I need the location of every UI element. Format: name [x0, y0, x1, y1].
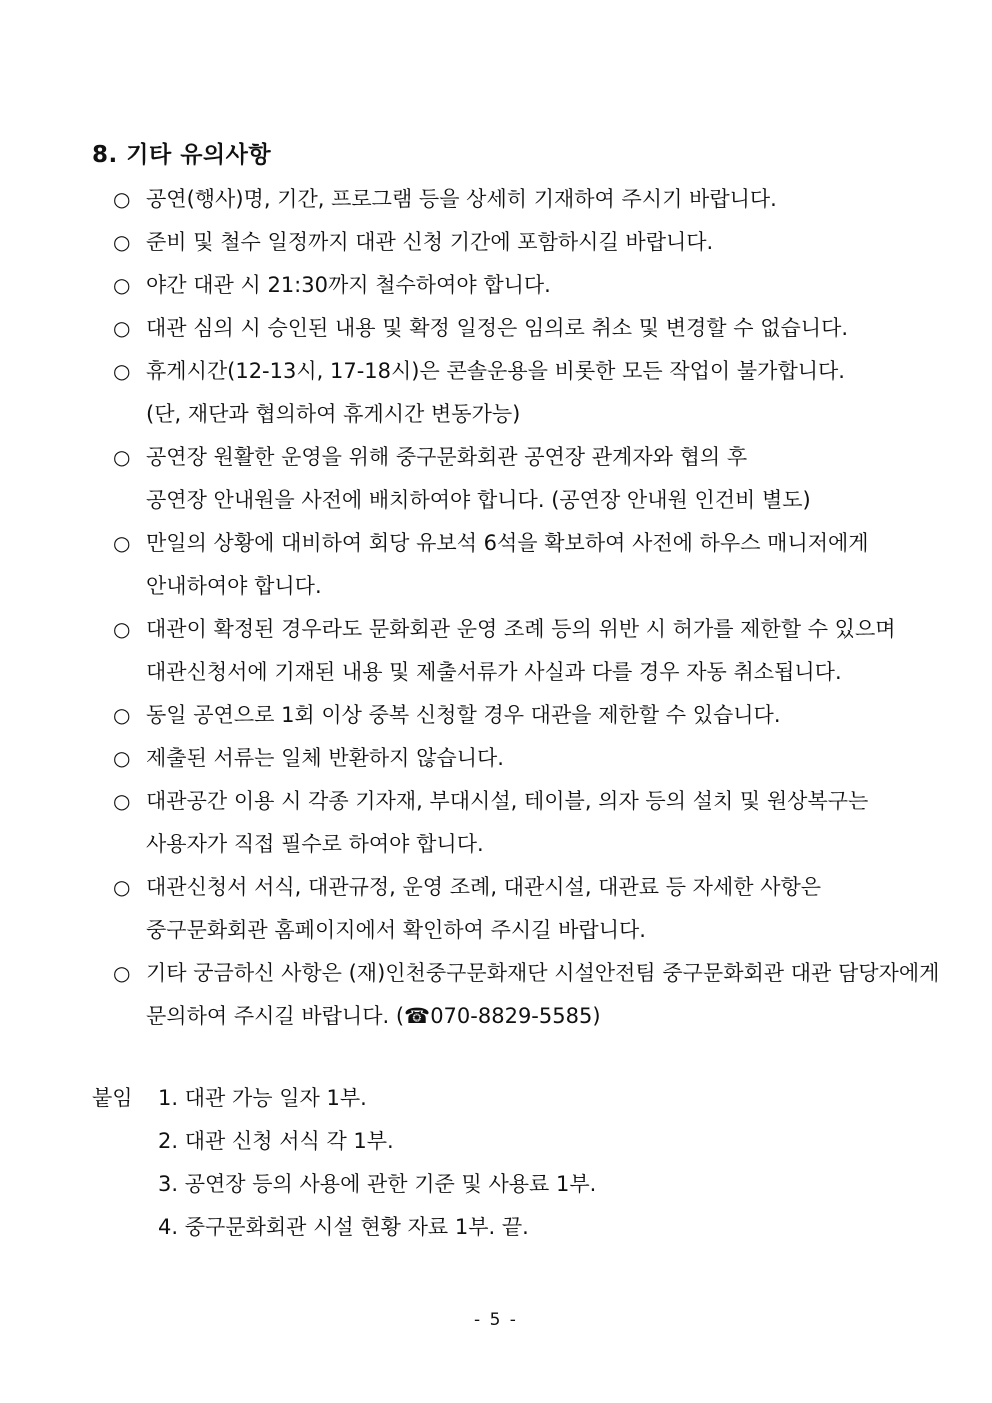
page-number: - 5 - — [474, 1310, 518, 1330]
note-line: 문의하여 주시길 바랍니다. (☎070-8829-5585) — [146, 1004, 601, 1028]
note-line: 대관신청서 서식, 대관규정, 운영 조례, 대관시설, 대관료 등 자세한 사항은 — [146, 875, 822, 899]
note-item — [113, 952, 940, 1038]
note-line: 공연(행사)명, 기간, 프로그램 등을 상세히 기재하여 주시기 바랍니다. — [146, 187, 777, 211]
circle-bullet-icon: ○ — [113, 359, 131, 383]
note-item — [113, 737, 903, 780]
note-item — [113, 608, 903, 694]
note-item — [113, 264, 903, 307]
note-line: 대관 심의 시 승인된 내용 및 확정 일정은 임의로 취소 및 변경할 수 없습니다. — [146, 316, 849, 340]
attachments-label: 붙임 — [92, 1086, 133, 1110]
note-line: 휴게시간(12-13시, 17-18시)은 콘솔운용을 비롯한 모든 작업이 불가합니다. — [146, 359, 845, 383]
circle-bullet-icon: ○ — [113, 617, 131, 641]
attachment-item: 2. 대관 신청 서식 각 1부. — [158, 1129, 394, 1153]
circle-bullet-icon: ○ — [113, 746, 131, 770]
section-title: 8. 기타 유의사항 — [92, 142, 272, 168]
note-line: 야간 대관 시 21:30까지 철수하여야 합니다. — [146, 273, 551, 297]
circle-bullet-icon: ○ — [113, 316, 131, 340]
circle-bullet-icon: ○ — [113, 961, 131, 985]
note-line: 사용자가 직접 필수로 하여야 합니다. — [146, 832, 484, 856]
attachment-item: 1. 대관 가능 일자 1부. — [158, 1086, 367, 1110]
attachment-item: 4. 중구문화회관 시설 현황 자료 1부. 끝. — [158, 1215, 529, 1239]
note-item — [113, 522, 903, 608]
note-line: 대관공간 이용 시 각종 기자재, 부대시설, 테이블, 의자 등의 설치 및 원상복구는 — [146, 789, 869, 813]
note-line: 안내하여야 합니다. — [146, 574, 322, 598]
note-item — [113, 694, 903, 737]
circle-bullet-icon: ○ — [113, 789, 131, 813]
note-item — [113, 436, 903, 522]
note-line: 만일의 상황에 대비하여 회당 유보석 6석을 확보하여 사전에 하우스 매니저에게 — [146, 531, 869, 555]
attachments-list — [158, 1077, 596, 1249]
note-item — [113, 866, 903, 952]
note-line: 준비 및 철수 일정까지 대관 신청 기간에 포함하시길 바랍니다. — [146, 230, 714, 254]
note-line: 공연장 원활한 운영을 위해 중구문화회관 공연장 관계자와 협의 후 — [146, 445, 748, 469]
note-line: 대관신청서에 기재된 내용 및 제출서류가 사실과 다를 경우 자동 취소됩니다. — [146, 660, 842, 684]
note-line: 기타 궁금하신 사항은 (재)인천중구문화재단 시설안전팀 중구문화회관 대관 담당자에게 — [146, 961, 940, 985]
note-item — [113, 307, 903, 350]
note-line: (단, 재단과 협의하여 휴게시간 변동가능) — [146, 402, 521, 426]
circle-bullet-icon: ○ — [113, 703, 131, 727]
note-line: 대관이 확정된 경우라도 문화회관 운영 조례 등의 위반 시 허가를 제한할 수 있으며 — [146, 617, 896, 641]
notes-list — [113, 178, 940, 1038]
circle-bullet-icon: ○ — [113, 445, 131, 469]
note-item — [113, 350, 903, 436]
note-item — [113, 221, 903, 264]
note-item — [113, 178, 903, 221]
note-item — [113, 780, 903, 866]
note-line: 공연장 안내원을 사전에 배치하여야 합니다. (공연장 안내원 인건비 별도) — [146, 488, 811, 512]
circle-bullet-icon: ○ — [113, 875, 131, 899]
attachment-item: 3. 공연장 등의 사용에 관한 기준 및 사용료 1부. — [158, 1172, 597, 1196]
circle-bullet-icon: ○ — [113, 273, 131, 297]
note-line: 중구문화회관 홈페이지에서 확인하여 주시길 바랍니다. — [146, 918, 646, 942]
circle-bullet-icon: ○ — [113, 187, 131, 211]
note-line: 제출된 서류는 일체 반환하지 않습니다. — [146, 746, 504, 770]
circle-bullet-icon: ○ — [113, 531, 131, 555]
note-line: 동일 공연으로 1회 이상 중복 신청할 경우 대관을 제한할 수 있습니다. — [146, 703, 781, 727]
circle-bullet-icon: ○ — [113, 230, 131, 254]
